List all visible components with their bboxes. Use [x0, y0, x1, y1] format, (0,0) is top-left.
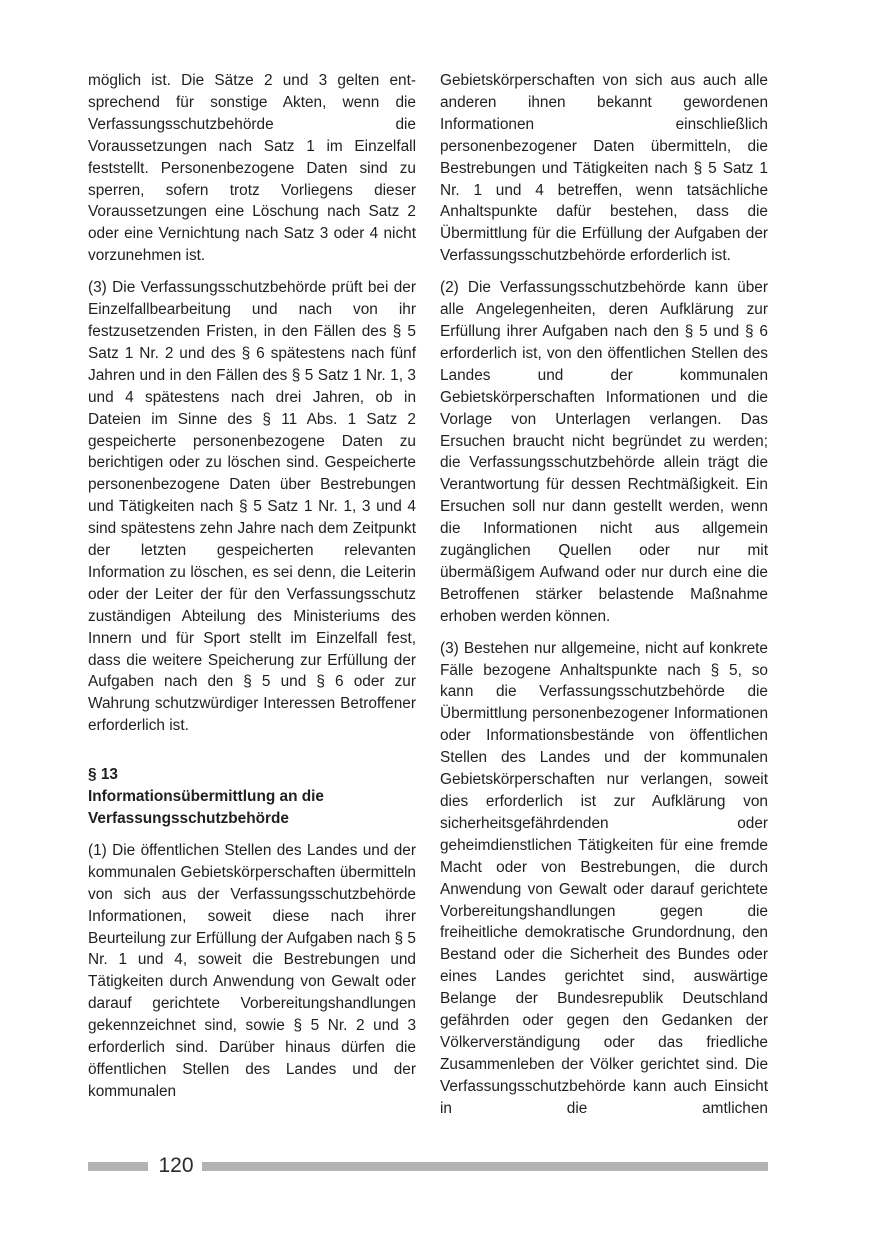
left-column [88, 70, 416, 1113]
page-footer [88, 1152, 768, 1180]
right-paragraph-3: (3) Bestehen nur allgemeine, nicht auf konkrete Fälle bezogene Anhaltspunkte nach § 5, so kann die Verfassungsschutzbehörde die Übermittlung personenbezogener Informationen oder Informationsbestände von öffentlichen Stellen des Landes und der kommunalen Gebietskörperschaften nur verlangen, soweit dies erforderlich ist zur Aufklärung von sicherheitsgefährdenden oder geheimdienstlichen Tätigkeiten für eine fremde Macht oder von Bestrebungen, die durch Anwendung von Gewalt oder darauf gerichtete Vorbereitungshandlungen gegen die freiheitliche demokratische Grundordnung, den Bestand oder die Sicherheit des Bundes oder eines Landes gerichtet sind, auswärtige Belange der Bundesrepublik Deutschland gefährden oder gegen den Gedanken der Völkerverständigung oder das friedliche Zusammenleben der Völker gerichtet sind. Die Verfassungsschutzbehörde kann auch Einsicht in die amtlichen [440, 639, 768, 1117]
right-paragraph-2: (2) Die Verfassungsschutzbehörde kann über alle Angelegenheiten, deren Aufklärung zur Erfüllung ihrer Aufgaben nach den § 5 und § 6 erforderlich ist, von den öffentlichen Stellen des Landes und der kommunalen Gebietskörperschaften Informationen und die Vorlage von Unterlagen verlangen. Das Ersuchen braucht nicht begründet zu werden; die Verfassungsschutzbehörde allein trägt die Verantwortung für dessen Rechtmäßigkeit. Ein Ersuchen soll nur dann gestellt werden, wenn die Informationen nicht aus allgemein zugänglichen Quellen oder nur mit übermäßigem Aufwand oder nur durch eine die Betroffenen stärker belastende Maßnahme erhoben werden können. [440, 279, 768, 625]
page-number: 120 [158, 1154, 194, 1177]
footer-bar-right [202, 1162, 768, 1171]
section-number: § 13 [88, 766, 118, 784]
right-column [440, 70, 768, 1130]
section-title: Informationsübermittlung an die Verfassungsschutzbehörde [88, 788, 324, 827]
left-paragraph-2: (3) Die Verfassungsschutzbehörde prüft bei der Einzelfallbearbeitung und nach von ihr festzusetzenden Fristen, in den Fällen des § 5 Satz 1 Nr. 2 und des § 6 spätestens nach fünf Jahren und in den Fällen des § 5 Satz 1 Nr. 1, 3 und 4 spätestens nach drei Jahren, ob in Dateien im Sinne des § 11 Abs. 1 Satz 2 gespeicherte personenbezogene Daten zu berichtigen oder zu löschen sind. Gespeicherte personenbezogene Daten über Bestrebungen und Tätigkeiten nach § 5 Satz 1 Nr. 1, 3 und 4 sind spätestens zehn Jahre nach dem Zeitpunkt der letzten gespeicherten relevanten Information zu löschen, es sei denn, die Leiterin oder der Leiter der für den Verfassungsschutz zuständigen Abteilung des Ministeriums des Innern und für Sport stellt im Einzelfall fest, dass die weitere Speicherung zur Erfüllung der Aufgaben nach den § 5 und § 6 oder zur Wahrung schutzwürdiger Interessen Betroffener erforderlich ist. [88, 279, 416, 735]
right-paragraph-1: Gebietskörperschaften von sich aus auch alle anderen ihnen bekannt gewordenen Informationen einschließlich personenbezogener Daten übermitteln, die Bestrebungen und Tätigkeiten nach § 5 Satz 1 Nr. 1 und 4 betreffen, wenn tatsächliche Anhaltspunkte dafür bestehen, dass die Übermittlung für die Erfüllung der Aufgaben der Verfassungsschutzbehörde erforderlich ist. [440, 72, 768, 265]
left-paragraph-3: (1) Die öffentlichen Stellen des Landes und der kommunalen Gebietskörperschaften übermitteln von sich aus der Verfassungsschutzbehörde Informationen, soweit diese nach ihrer Beurteilung zur Erfüllung der Aufgaben nach § 5 Nr. 1 und 4, soweit die Bestrebungen und Tätigkeiten durch Anwendung von Gewalt oder darauf gerichtete Vorbereitungshandlungen gekennzeichnet sind, sowie § 5 Nr. 2 und 3 erforderlich sind. Darüber hinaus dürfen die öffentlichen Stellen des Landes und der kommunalen [88, 841, 416, 1100]
left-paragraph-1: möglich ist. Die Sätze 2 und 3 gelten entsprechend für sonstige Akten, wenn die Verfassungsschutzbehörde die Voraussetzungen nach Satz 1 im Einzelfall feststellt. Personenbezogene Daten sind zu sperren, sofern trotz Vorliegens dieser Voraussetzungen eine Löschung nach Satz 2 oder eine Vernichtung nach Satz 3 oder 4 nicht vorzunehmen ist. [88, 72, 416, 265]
footer-bar-left [88, 1162, 148, 1171]
